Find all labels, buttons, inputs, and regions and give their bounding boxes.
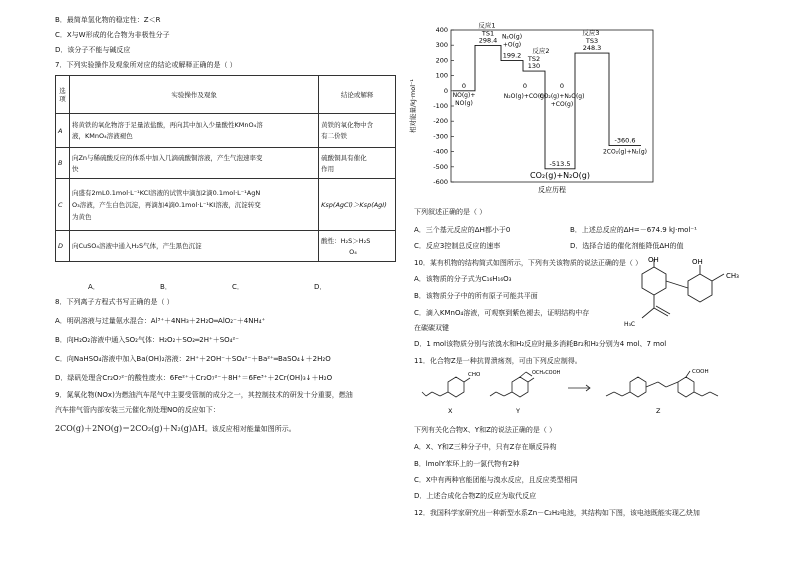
- option-b: B．最简单氢化物的稳定性：Z＜R: [55, 16, 161, 24]
- header-conclusion: 结论或解释: [319, 76, 396, 114]
- y-axis-label: 相对能量/kJ·mol⁻¹: [409, 78, 417, 134]
- q8-option-c: C．向NaHSO₄溶液中加入Ba(OH)₂溶液：2H⁺＋2OH⁻＋SO₄²⁻＋Ba²⁺═BaSO₄↓＋2H₂O: [55, 355, 331, 363]
- y-tick-label: 200: [435, 56, 448, 65]
- reaction-3-label: 反应3: [582, 29, 600, 38]
- q11-reaction-scheme: [420, 368, 750, 418]
- table-row: B 向Zn与稀硫酸反应的体系中加入几滴硫酸铜溶液，产生气泡速率变 快 硫酸铜具有催化 作用: [56, 148, 396, 179]
- q9-option-c: C．反应3控制总反应的速率: [414, 242, 501, 250]
- answer-b: B．: [160, 283, 172, 291]
- option-d: D．该分子不能与碱反应: [55, 46, 131, 54]
- question-8: 8．下列离子方程式书写正确的是（ ）: [55, 298, 174, 306]
- q10-option-d: D．1 mol该物质分别与浓溴水和H₂反应时最多消耗Br₂和H₂分别为4 mol、7 mol: [414, 340, 667, 348]
- q8-option-b: B．向H₂O₂溶液中通入SO₂气体：H₂O₂＋SO₂═2H⁺＋SO₄²⁻: [55, 336, 239, 344]
- reaction-2-label: 反应2: [532, 47, 550, 56]
- level-value-label: -513.5: [549, 159, 571, 168]
- ts3-label: TS3: [585, 37, 599, 46]
- x-cho-label: CHO: [468, 372, 481, 378]
- h3c-label: H₃C: [624, 321, 636, 328]
- level-species-label: CO₂(g)+N₂O(g): [539, 92, 585, 100]
- ts2-label: TS2: [527, 55, 541, 64]
- q8-option-d: D．绿矾处理含Cr₂O₇²⁻的酸性废水：6Fe²⁺＋Cr₂O₇²⁻＋8H⁺＝6Fe³⁺＋2Cr(OH)₃↓＋H₂O: [55, 374, 333, 382]
- q10-option-c1: C．滴入KMnO₄溶液，可观察到紫色褪去，证明结构中存: [414, 309, 590, 317]
- q11-option-a: A．X、Y和Z三种分子中，只有Z存在顺反异构: [414, 443, 557, 451]
- ts1-label: TS1: [481, 29, 495, 38]
- q9-option-b: B．上述总反应的ΔH=－674.9 kJ·mol⁻¹: [570, 226, 697, 234]
- level-species-label: CO₂(g)+N₂O(g): [530, 170, 590, 180]
- z-cooh-label: COOH: [692, 369, 709, 375]
- question-10: 10．某有机物的结构简式如图所示，下列有关该物质的说法正确的是（ ）: [414, 259, 643, 267]
- header-option: 选项: [56, 76, 70, 114]
- q11-option-d: D．上述合成化合物Z的反应为取代反应: [414, 492, 537, 500]
- y-tick-label: 400: [435, 26, 448, 34]
- y-tick-label: 300: [435, 41, 448, 50]
- x-axis-label: 反应历程: [538, 186, 566, 194]
- y-tick-label: -200: [433, 117, 448, 126]
- y-tick-label: 0: [443, 86, 448, 95]
- level-species-label: +O(g): [502, 41, 522, 49]
- table-row: A 将黄铁的氧化物溶于足量浓盐酸，再向其中加入少量酸性KMnO₄溶 液，KMnO₄溶液褪色 黄铁的氧化物中含 有二价铁: [56, 114, 396, 148]
- oh-label-2: OH: [692, 258, 703, 266]
- ch3-label: CH₃: [726, 272, 739, 280]
- answer-c: C．: [232, 283, 244, 291]
- level-species-label: 2CO₂(g)+N₂(g): [602, 148, 648, 156]
- level-value-label: 248.3: [582, 44, 602, 53]
- y-tick-label: -600: [433, 178, 448, 186]
- question-9-line1: 9．氮氧化物(NOx)为燃油汽车尾气中主要受管制的成分之一，其控制技术的研发十分重要，燃油: [55, 391, 353, 399]
- question-9-line2: 汽车排气管内部安装三元催化剂处理NO的反应如下：: [55, 406, 220, 414]
- y-tick-label: 100: [435, 71, 448, 80]
- q11-stem: 下列有关化合物X、Y和Z的说法正确的是（ ）: [414, 426, 557, 434]
- table-row: C 向盛有2mL0.1mol·L⁻¹KCl溶液的试管中滴加2滴0.1mol·L⁻¹AgN O₃溶液，产生白色沉淀，再滴加4滴0.1mol·L⁻¹KI溶液，沉淀转变 为黄色 Ksp(AgCl)＞Ksp(AgI): [56, 179, 396, 231]
- level-species-label: +CO(g): [550, 100, 574, 108]
- energy-chart: [405, 21, 655, 196]
- q10-option-a: A．该物质的分子式为C₁₆H₁₆O₃: [414, 275, 512, 283]
- level-value-label: 130: [527, 62, 541, 71]
- q10-option-b: B．该物质分子中的所有原子可能共平面: [414, 292, 538, 300]
- option-c: C．X与W形成的化合物为非极性分子: [55, 31, 170, 39]
- right-column: [400, 0, 794, 561]
- q9-stem: 下列叙述正确的是（ ）: [414, 208, 487, 216]
- table-row: D 向CuSO₄溶液中通入H₂S气体，产生黑色沉淀 酸性：H₂S＞H₂S O₄: [56, 231, 396, 262]
- q9-option-a: A．三个基元反应的ΔH都小于0: [414, 226, 511, 234]
- answer-d: D．: [314, 283, 327, 291]
- q11-option-c: C．X中有两种官能团能与溴水反应，且反应类型相同: [414, 476, 578, 484]
- q11-option-b: B．lmolY苯环上的一氯代物有2种: [414, 460, 520, 468]
- level-value-label: 199.2: [502, 51, 522, 60]
- question-7: 7．下列实验操作及观象所对应的结论或解释正确的是（ ）: [55, 61, 237, 69]
- level-value-label: -360.6: [614, 136, 636, 145]
- reaction-1-label: 反应1: [478, 21, 496, 30]
- level-value-label: 0: [559, 81, 565, 90]
- oh-label-1: OH: [648, 256, 659, 264]
- level-species-label: N₂O(g)+CO(g): [503, 92, 547, 100]
- answer-a: A．: [88, 283, 100, 291]
- label-x: X: [448, 407, 453, 415]
- q9-equation: 2CO(g)＋2NO(g)＝2CO₂(g)＋N₂(g)ΔH: [55, 424, 205, 433]
- y-tick-label: -500: [433, 162, 448, 171]
- level-value-label: 0: [522, 81, 528, 90]
- level-species-label: N₂O(g): [501, 33, 523, 41]
- q10-molecule-structure: [622, 256, 762, 334]
- level-species-label: NO(g): [455, 99, 473, 107]
- question-12: 12．我国科学家研究出一种新型水系Zn－C₂H₂电池，其结构如下图，该电池既能实现乙炔加: [414, 509, 700, 517]
- level-value-label: 298.4: [478, 36, 498, 45]
- question-11: 11．化合物Z是一种抗胃溃疡剂，可由下列反应制得。: [414, 357, 582, 365]
- q10-option-c2: 在碳碳双键: [414, 324, 449, 332]
- y-tick-label: -100: [433, 102, 448, 110]
- header-operation: 实验操作及观象: [69, 76, 318, 114]
- y-coo-label: OCH₂COOH: [532, 370, 561, 376]
- level-species-label: NO(g)+: [452, 91, 476, 99]
- y-tick-label: -400: [433, 147, 448, 156]
- q9-option-d: D．选择合适的催化剂能降低ΔH的值: [570, 242, 684, 250]
- experiment-table: [55, 75, 396, 262]
- label-y: Y: [516, 407, 520, 415]
- y-tick-label: -300: [433, 132, 448, 141]
- level-value-label: 0: [461, 81, 467, 90]
- q9-equation-line: 2CO(g)＋2NO(g)＝2CO₂(g)＋N₂(g)ΔH。该反应相对能量如图所示。: [55, 424, 296, 433]
- label-z: Z: [656, 407, 661, 415]
- q8-option-a: A．明矾溶液与过量氨水混合：Al³⁺＋4NH₃＋2H₂O═AlO₂⁻＋4NH₄⁺: [55, 317, 266, 325]
